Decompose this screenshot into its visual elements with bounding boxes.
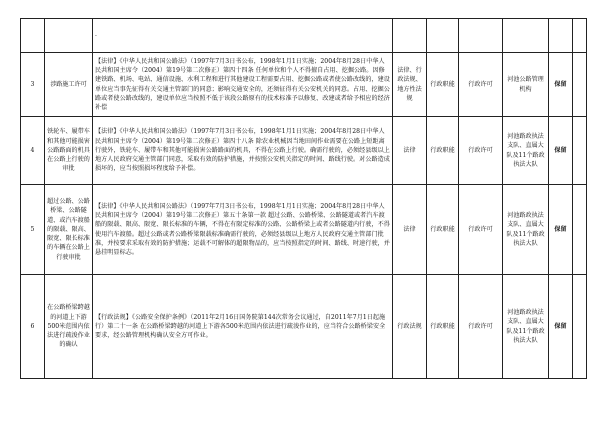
row-number: 3 <box>21 53 45 117</box>
power-category: 行政职能 <box>427 117 459 185</box>
cell-no <box>21 19 45 53</box>
row-number: 5 <box>21 185 45 275</box>
cell-blank <box>573 53 587 117</box>
table-row <box>21 275 587 379</box>
legal-basis: 【法律】《中华人民共和国公路法》（1997年7月3日书公布，1998年1月1日实施；2004年8月28日中华人民共和国主席令（2004）第19号第二次修正）第五十条第一款 超过公路、公路桥梁、公路隧道或者汽车渡船的限载、限高、限宽、限长标准的车辆，不得在有限定标准的公路、公路桥梁上或者公路隧道内行驶，不得使用汽车渡船。超过公路或者公路桥梁限载标准确需行驶的，必须经县级以上地方人民政府交通主管部门批准，并按要求采取有效的防护措施；运载不可解体的超限物品的，应当按照指定的时间、路线、时速行驶，并悬挂明显标志。 <box>93 185 393 275</box>
table-row <box>21 53 587 117</box>
cell-name <box>45 19 93 53</box>
disposition: 保留 <box>549 275 573 379</box>
cell-blank <box>573 275 587 379</box>
cell-blank <box>573 19 587 53</box>
legal-basis: 【行政法规】《公路安全保护条例》（2011年2月16日国务院第144次常务会议通过，自2011年7月1日起施行）第二十一条 在公路桥梁跨越的河道上下游各500米范围内依法进行疏浚作业的，应当符合公路桥梁安全要求，经公路管理机构确认安全方可作业。 <box>93 275 393 379</box>
item-name: 铁轮车、履带车和其他可能损害公路路面的机具在公路上行驶的审批 <box>45 117 93 185</box>
cell-blank <box>573 117 587 185</box>
basis-type: 法律 <box>393 117 427 185</box>
power-type: 行政许可 <box>459 275 503 379</box>
responsible-dept: 河池路政执法支队、直属大队及11个路政执法大队 <box>503 185 549 275</box>
cell-power <box>459 19 503 53</box>
cell-type <box>393 19 427 53</box>
row-number: 6 <box>21 275 45 379</box>
item-name: 在公路桥梁跨越的河道上下游500米范围内依法进行疏浚作业的确认 <box>45 275 93 379</box>
table-row-partial <box>21 19 587 53</box>
basis-type: 法律、行政法规、地方性法规 <box>393 53 427 117</box>
disposition: 保留 <box>549 117 573 185</box>
legal-basis: 【法律】《中华人民共和国公路法》（1997年7月3日书公布，1998年1月1日实施；2004年8月28日中华人民共和国主席令（2004）第19号第二次修正）第四十八条 除农业机械因当地田间作业需要在公路上短距离行驶外，铁轮车、履带车和其他可能损害公路路面的机具，不得在公路上行驶。确需行驶的，必须经县级以上地方人民政府交通主管部门同意，采取有效的防护措施，并按照公安机关指定的时间、路线行驶。对公路造成损坏的，应当按照损坏程度给予补偿。 <box>93 117 393 185</box>
power-category: 行政职能 <box>427 185 459 275</box>
cell-category <box>427 19 459 53</box>
item-name: 超过公路、公路桥梁、公路隧道、或汽车渡船的限载、限高、限宽、限长标准的车辆在公路上行驶审批 <box>45 185 93 275</box>
cell-basis <box>93 19 393 53</box>
basis-type: 法律 <box>393 185 427 275</box>
cell-blank <box>573 185 587 275</box>
regulation-table <box>20 18 587 379</box>
responsible-dept: 河池路政执法支队、直属大队及11个路政执法大队 <box>503 275 549 379</box>
table-row <box>21 117 587 185</box>
responsible-dept: 河池公路管理机构 <box>503 53 549 117</box>
item-name: 涉路施工许可 <box>45 53 93 117</box>
responsible-dept: 河池路政执法支队、直属大队及11个路政执法大队 <box>503 117 549 185</box>
power-type: 行政许可 <box>459 53 503 117</box>
power-type: 行政许可 <box>459 185 503 275</box>
disposition: 保留 <box>549 185 573 275</box>
power-category: 行政职能 <box>427 53 459 117</box>
basis-tail: · <box>95 32 97 40</box>
cell-action <box>549 19 573 53</box>
legal-basis: 【法律】《中华人民共和国公路法》（1997年7月3日书公布，1998年1月1日实施；2004年8月28日中华人民共和国主席令（2004）第19号第二次修正）第四十四条 任何单位和个人不得擅自占用、挖掘公路。因修建铁路、机场、电站、通信设施、水利工程和进行其他建设工程需要占用、挖掘公路或者使公路改线的，建设单位应当事先征得有关交通主管部门的同意；影响交通安全的，还须征得有关公安机关的同意。占用、挖掘公路或者使公路改线的，建设单位应当按照不低于该段公路原有的技术标准予以修复、改建或者给予相应的经济补偿 <box>93 53 393 117</box>
disposition: 保留 <box>549 53 573 117</box>
cell-dept <box>503 19 549 53</box>
table-row <box>21 185 587 275</box>
power-category: 行政职能 <box>427 275 459 379</box>
power-type: 行政许可 <box>459 117 503 185</box>
basis-type: 行政法规 <box>393 275 427 379</box>
row-number: 4 <box>21 117 45 185</box>
